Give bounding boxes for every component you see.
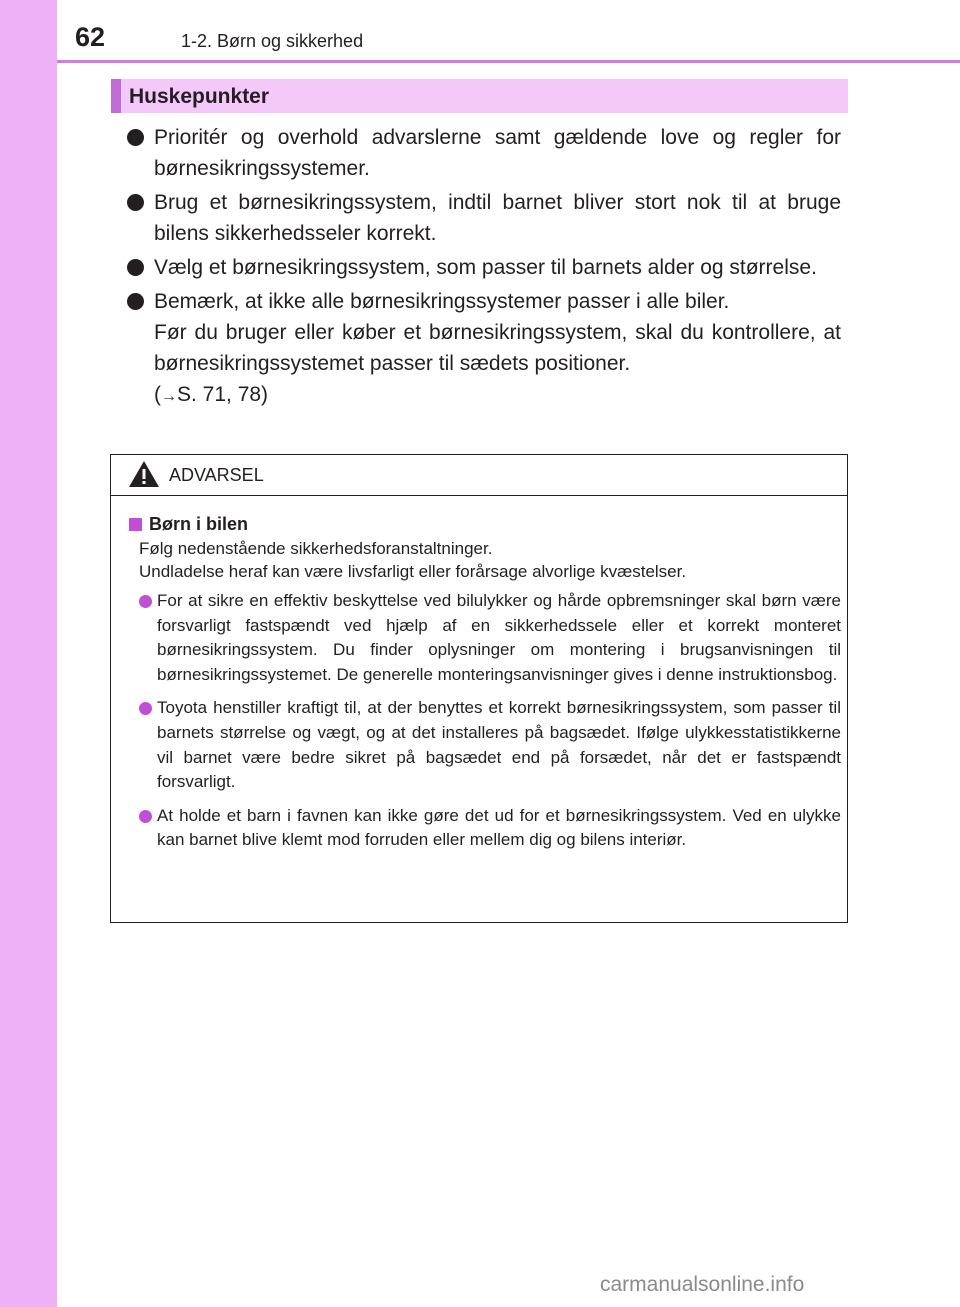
intro-line: Undladelse heraf kan være livsfarligt eller forårsage alvorlige kvæstelser. <box>139 562 687 581</box>
point-text: Brug et børnesikringssystem, indtil barnet bliver stort nok til at bruge bilens sikkerhedsseler korrekt. <box>154 191 841 245</box>
intro-line: Følg nedenstående sikkerhedsforanstaltninger. <box>139 539 493 558</box>
point-text: Bemærk, at ikke alle børnesikringssystemer passer i alle biler. <box>154 290 730 313</box>
bullet-icon <box>127 293 144 310</box>
warning-label: ADVARSEL <box>169 465 264 485</box>
warning-triangle-icon <box>128 460 160 488</box>
page-number: 62 <box>75 22 106 52</box>
list-item: At holde et barn i favnen kan ikke gøre det ud for et børnesikringssystem. Ved en ulykke kan barnet blive klemt mod forruden eller mellem dig og bilens interiør. <box>139 804 841 853</box>
warning-list <box>139 589 841 853</box>
list-item <box>127 286 841 412</box>
warning-header <box>111 455 847 496</box>
list-item <box>127 252 841 283</box>
page-reference[interactable]: (→S. 71, 78) <box>154 383 269 406</box>
warning-intro <box>139 537 841 583</box>
list-item <box>127 187 841 249</box>
section-title: Huskepunkter <box>129 85 270 108</box>
bullet-icon <box>127 129 144 146</box>
key-points-list <box>127 122 841 415</box>
square-bullet-icon <box>129 518 142 531</box>
bullet-icon <box>139 810 152 823</box>
section-heading <box>111 79 848 113</box>
list-item <box>127 122 841 184</box>
bullet-icon <box>127 194 144 211</box>
warning-box <box>110 454 848 923</box>
header-rule <box>57 60 960 63</box>
watermark: carmanualsonline.info <box>600 1273 805 1296</box>
point-text: Før du bruger eller køber et børnesikringssystem, skal du kontrollere, at børnesikringssystemet passer til sædets positioner. <box>154 321 841 375</box>
warning-body <box>129 513 841 862</box>
side-tab-bar <box>0 0 57 1307</box>
warning-subheading: Børn i bilen <box>129 513 841 535</box>
running-header: 1-2. Børn og sikkerhed <box>181 31 364 51</box>
arrow-right-icon: → <box>161 388 177 405</box>
list-item: For at sikre en effektiv beskyttelse ved bilulykker og hårde opbremsninger skal børn være forsvarligt fastspændt ved hjælp af en sikkerhedssele eller et korrekt monteret børnesikringssystem. Du finder oplysninger om montering i brugsanvisningen til børnesikringssystemet. De generelle monteringsanvisninger gives i denne instruktionsbog. <box>139 589 841 687</box>
point-text: Prioritér og overhold advarslerne samt gældende love og regler for børnesikringssystemer. <box>154 126 841 180</box>
bullet-icon <box>139 702 152 715</box>
list-item: Toyota henstiller kraftigt til, at der benyttes et korrekt børnesikringssystem, som passer til barnets størrelse og vægt, og at det installeres på bagsædet. Ifølge ulykkesstatistikkerne vil barnet være bedre sikret på bagsædet end på forsædet, når det er fastspændt forsvarligt. <box>139 696 841 794</box>
bullet-icon <box>127 259 144 276</box>
bullet-icon <box>139 595 152 608</box>
point-text: Vælg et børnesikringssystem, som passer til barnets alder og størrelse. <box>154 256 817 279</box>
